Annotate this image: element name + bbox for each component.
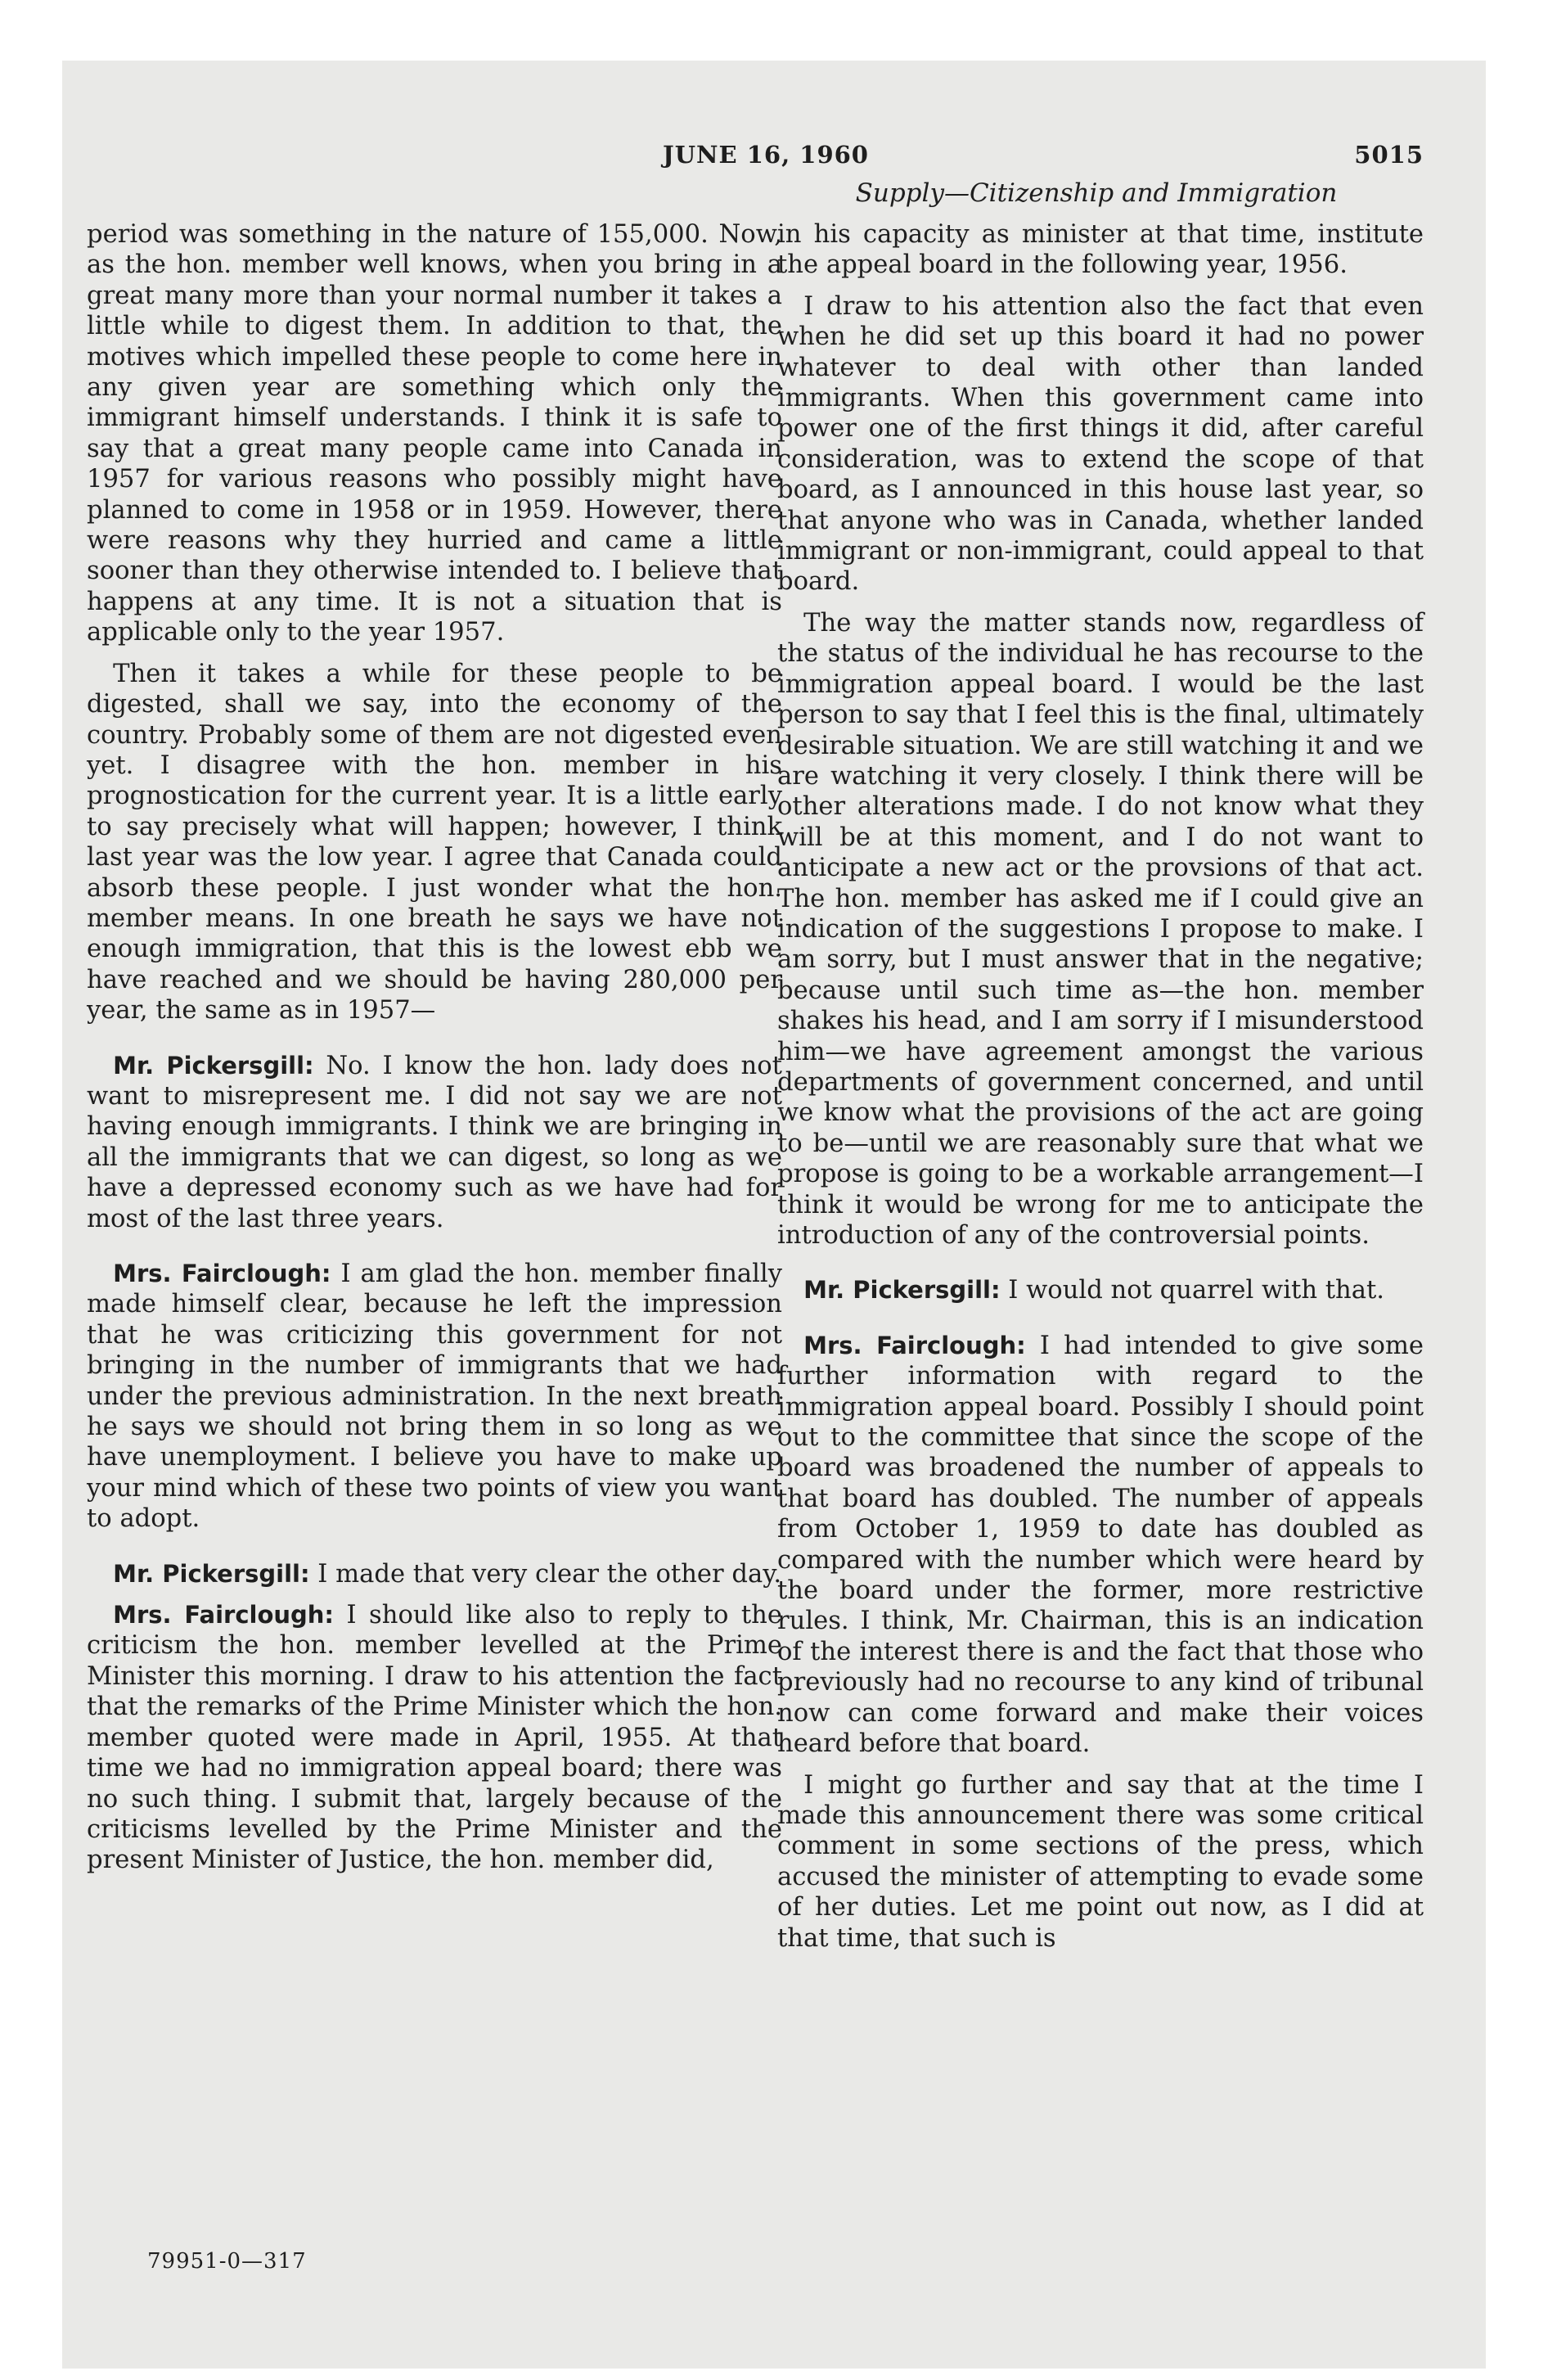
speaker-name: Mr. Pickersgill:	[113, 1559, 310, 1588]
paragraph: in his capacity as minister at that time, institute the appeal board in the following year, 1956.	[777, 220, 1424, 280]
paragraph: I might go further and say that at the time I made this announcement there was some critical comment in some sections of the press, which accused the minister of attempting to evade some of her duties. Let me point out now, as I did at that time, that such is	[777, 1770, 1424, 1953]
speaker-name: Mrs. Fairclough:	[113, 1260, 331, 1287]
paragraph: period was something in the nature of 155,000. Now, as the hon. member well knows, when you bring in a great many more than your normal number it takes a little while to digest them. In addition to that, the motives which impelled these people to come here in any given year are something which only the immigrant himself understands. I think it is safe to say that a great many people came into Canada in 1957 for various reasons who possibly might have planned to come in 1958 or in 1959. However, there were reasons why they hurried and came a little sooner than they otherwise intended to. I believe that happens at any time. It is not a situation that is applicable only to the year 1957.	[87, 220, 782, 647]
speech-text: I would not quarrel with that.	[1000, 1276, 1385, 1305]
speaker-name: Mr. Pickersgill:	[803, 1276, 1001, 1305]
speech-text: I made that very clear the other day.	[309, 1559, 782, 1589]
speech	[777, 1275, 1424, 1305]
speech-text: I am glad the hon. member finally made himself clear, because he left the impression that he was criticizing this government for not bringing in the number of immigrants that we had under the previous administration. In the next breath he says we should not bring them in so long as we have unemployment. I believe you have to make up your mind which of these two points of view you want to adopt.	[87, 1260, 782, 1534]
speech-text: I had intended to give some further information with regard to the immigration appeal board. Possibly I should point out to the committee that since the scope of the board was broadened the number of appeals to that board has doubled. The number of appeals from October 1, 1959 to date has doubled as compared with the number which were heard by the board under the former, more restrictive rules. I think, Mr. Chairman, this is an indication of the interest there is and the fact that those who previously had no recourse to any kind of tribunal now can come forward and make their voices heard before that board.	[777, 1331, 1424, 1759]
speech-text: I should like also to reply to the criticism the hon. member levelled at the Prime Minister this morning. I draw to his attention the fact that the remarks of the Prime Minister which the hon. member quoted were made in April, 1955. At that time we had no immigration appeal board; there was no such thing. I submit that, largely because of the criticisms levelled by the Prime Minister and the present Minister of Justice, the hon. member did,	[87, 1601, 782, 1875]
section-subheading: Supply—Citizenship and Immigration	[855, 178, 1338, 208]
speech	[87, 1051, 782, 1234]
left-column	[87, 219, 782, 1886]
paragraph: I draw to his attention also the fact that even when he did set up this board it had no power whatever to deal with other than landed immigrants. When this government came into power one of the first things it did, after careful consideration, was to extend the scope of that board, as I announced in this house last year, so that anyone who was in Canada, whether landed immigrant or non-immigrant, could appeal to that board.	[777, 291, 1424, 597]
header-date: JUNE 16, 1960	[663, 141, 869, 169]
page-number: 5015	[1354, 141, 1424, 169]
speech-text: No. I know the hon. lady does not want to misrepresent me. I did not say we are not having enough immigrants. I think we are bringing in all the immigrants that we can digest, so long as we have a depressed economy such as we have had for most of the last three years.	[87, 1051, 782, 1233]
speaker-name: Mrs. Fairclough:	[803, 1331, 1026, 1359]
speaker-name: Mrs. Fairclough:	[113, 1601, 335, 1629]
right-column	[777, 219, 1424, 1964]
paragraph: The way the matter stands now, regardless of the status of the individual he has recourse to the immigration appeal board. I would be the last person to say that I feel this is the final, ultimately desirable situation. We are still watching it and we are watching it very closely. I think there will be other alterations made. I do not know what they will be at this moment, and I do not want to anticipate a new act or the provsions of that act. The hon. member has asked me if I could give an indication of the suggestions I propose to make. I am sorry, but I must answer that in the negative; because until such time as—the hon. member shakes his head, and I am sorry if I misunderstood him—we have agreement amongst the various departments of government concerned, and until we know what the provisions of the act are going to be—until we are reasonably sure that what we propose is going to be a workable arrangement—I think it would be wrong for me to anticipate the introduction of any of the controversial points.	[777, 608, 1424, 1250]
paragraph: Then it takes a while for these people to be digested, shall we say, into the economy of the country. Probably some of them are not digested even yet. I disagree with the hon. member in his prognostication for the current year. It is a little early to say precisely what will happen; however, I think last year was the low year. I agree that Canada could absorb these people. I just wonder what the hon. member means. In one breath he says we have not enough immigration, that this is the lowest ebb we have reached and we should be having 280,000 per year, the same as in 1957—	[87, 659, 782, 1025]
speech	[87, 1259, 782, 1535]
speech	[87, 1559, 782, 1589]
speech	[87, 1600, 782, 1876]
speaker-name: Mr. Pickersgill:	[113, 1051, 314, 1080]
footer-code: 79951-0—317	[147, 2249, 307, 2274]
speech	[777, 1331, 1424, 1760]
